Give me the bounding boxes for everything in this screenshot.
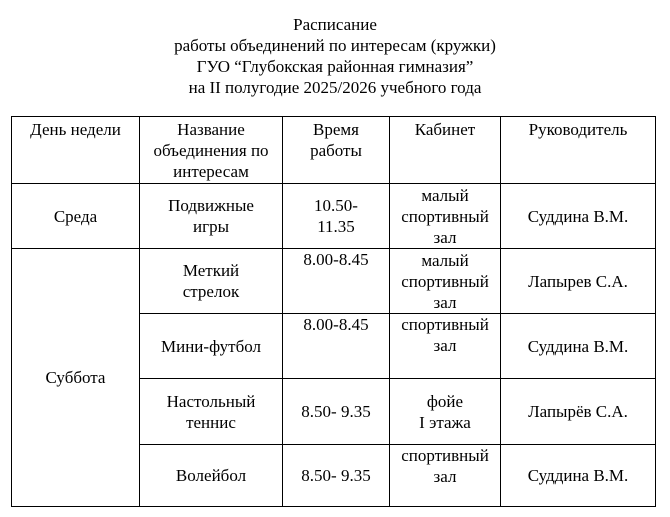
name-cell: Настольный теннис (140, 379, 283, 445)
header-day: День недели (12, 117, 140, 184)
title-line-1: Расписание (293, 15, 377, 34)
time-cell: 8.50- 9.35 (283, 445, 390, 507)
time-cell: 8.50- 9.35 (283, 379, 390, 445)
schedule-table (11, 116, 656, 507)
name-cell: Мини-футбол (140, 314, 283, 379)
header-row (12, 117, 656, 184)
leader-cell: Лапырёв С.А. (501, 379, 656, 445)
table-row (12, 184, 656, 249)
name-cell: Волейбол (140, 445, 283, 507)
room-cell: малый спортивный зал (390, 184, 501, 249)
name-cell: Подвижные игры (140, 184, 283, 249)
table-row (12, 249, 656, 314)
header-leader: Руководитель (501, 117, 656, 184)
time-cell: 10.50- 11.35 (283, 184, 390, 249)
header-room: Кабинет (390, 117, 501, 184)
leader-cell: Суддина В.М. (501, 314, 656, 379)
document-title (0, 14, 670, 98)
header-time: Время работы (283, 117, 390, 184)
leader-cell: Суддина В.М. (501, 445, 656, 507)
title-line-2: работы объединений по интересам (кружки) (174, 36, 496, 55)
room-cell: спортивный зал (390, 445, 501, 507)
title-line-3: ГУО “Глубокская районная гимназия” (196, 57, 474, 76)
header-name: Название объединения по интересам (140, 117, 283, 184)
time-cell: 8.00-8.45 (283, 314, 390, 379)
day-cell: Суббота (12, 249, 140, 507)
leader-cell: Суддина В.М. (501, 184, 656, 249)
title-line-4: на II полугодие 2025/2026 учебного года (188, 78, 482, 97)
room-cell: фойе I этажа (390, 379, 501, 445)
leader-cell: Лапырев С.А. (501, 249, 656, 314)
room-cell: спортивный зал (390, 314, 501, 379)
name-cell: Меткий стрелок (140, 249, 283, 314)
time-cell: 8.00-8.45 (283, 249, 390, 314)
room-cell: малый спортивный зал (390, 249, 501, 314)
day-cell: Среда (12, 184, 140, 249)
